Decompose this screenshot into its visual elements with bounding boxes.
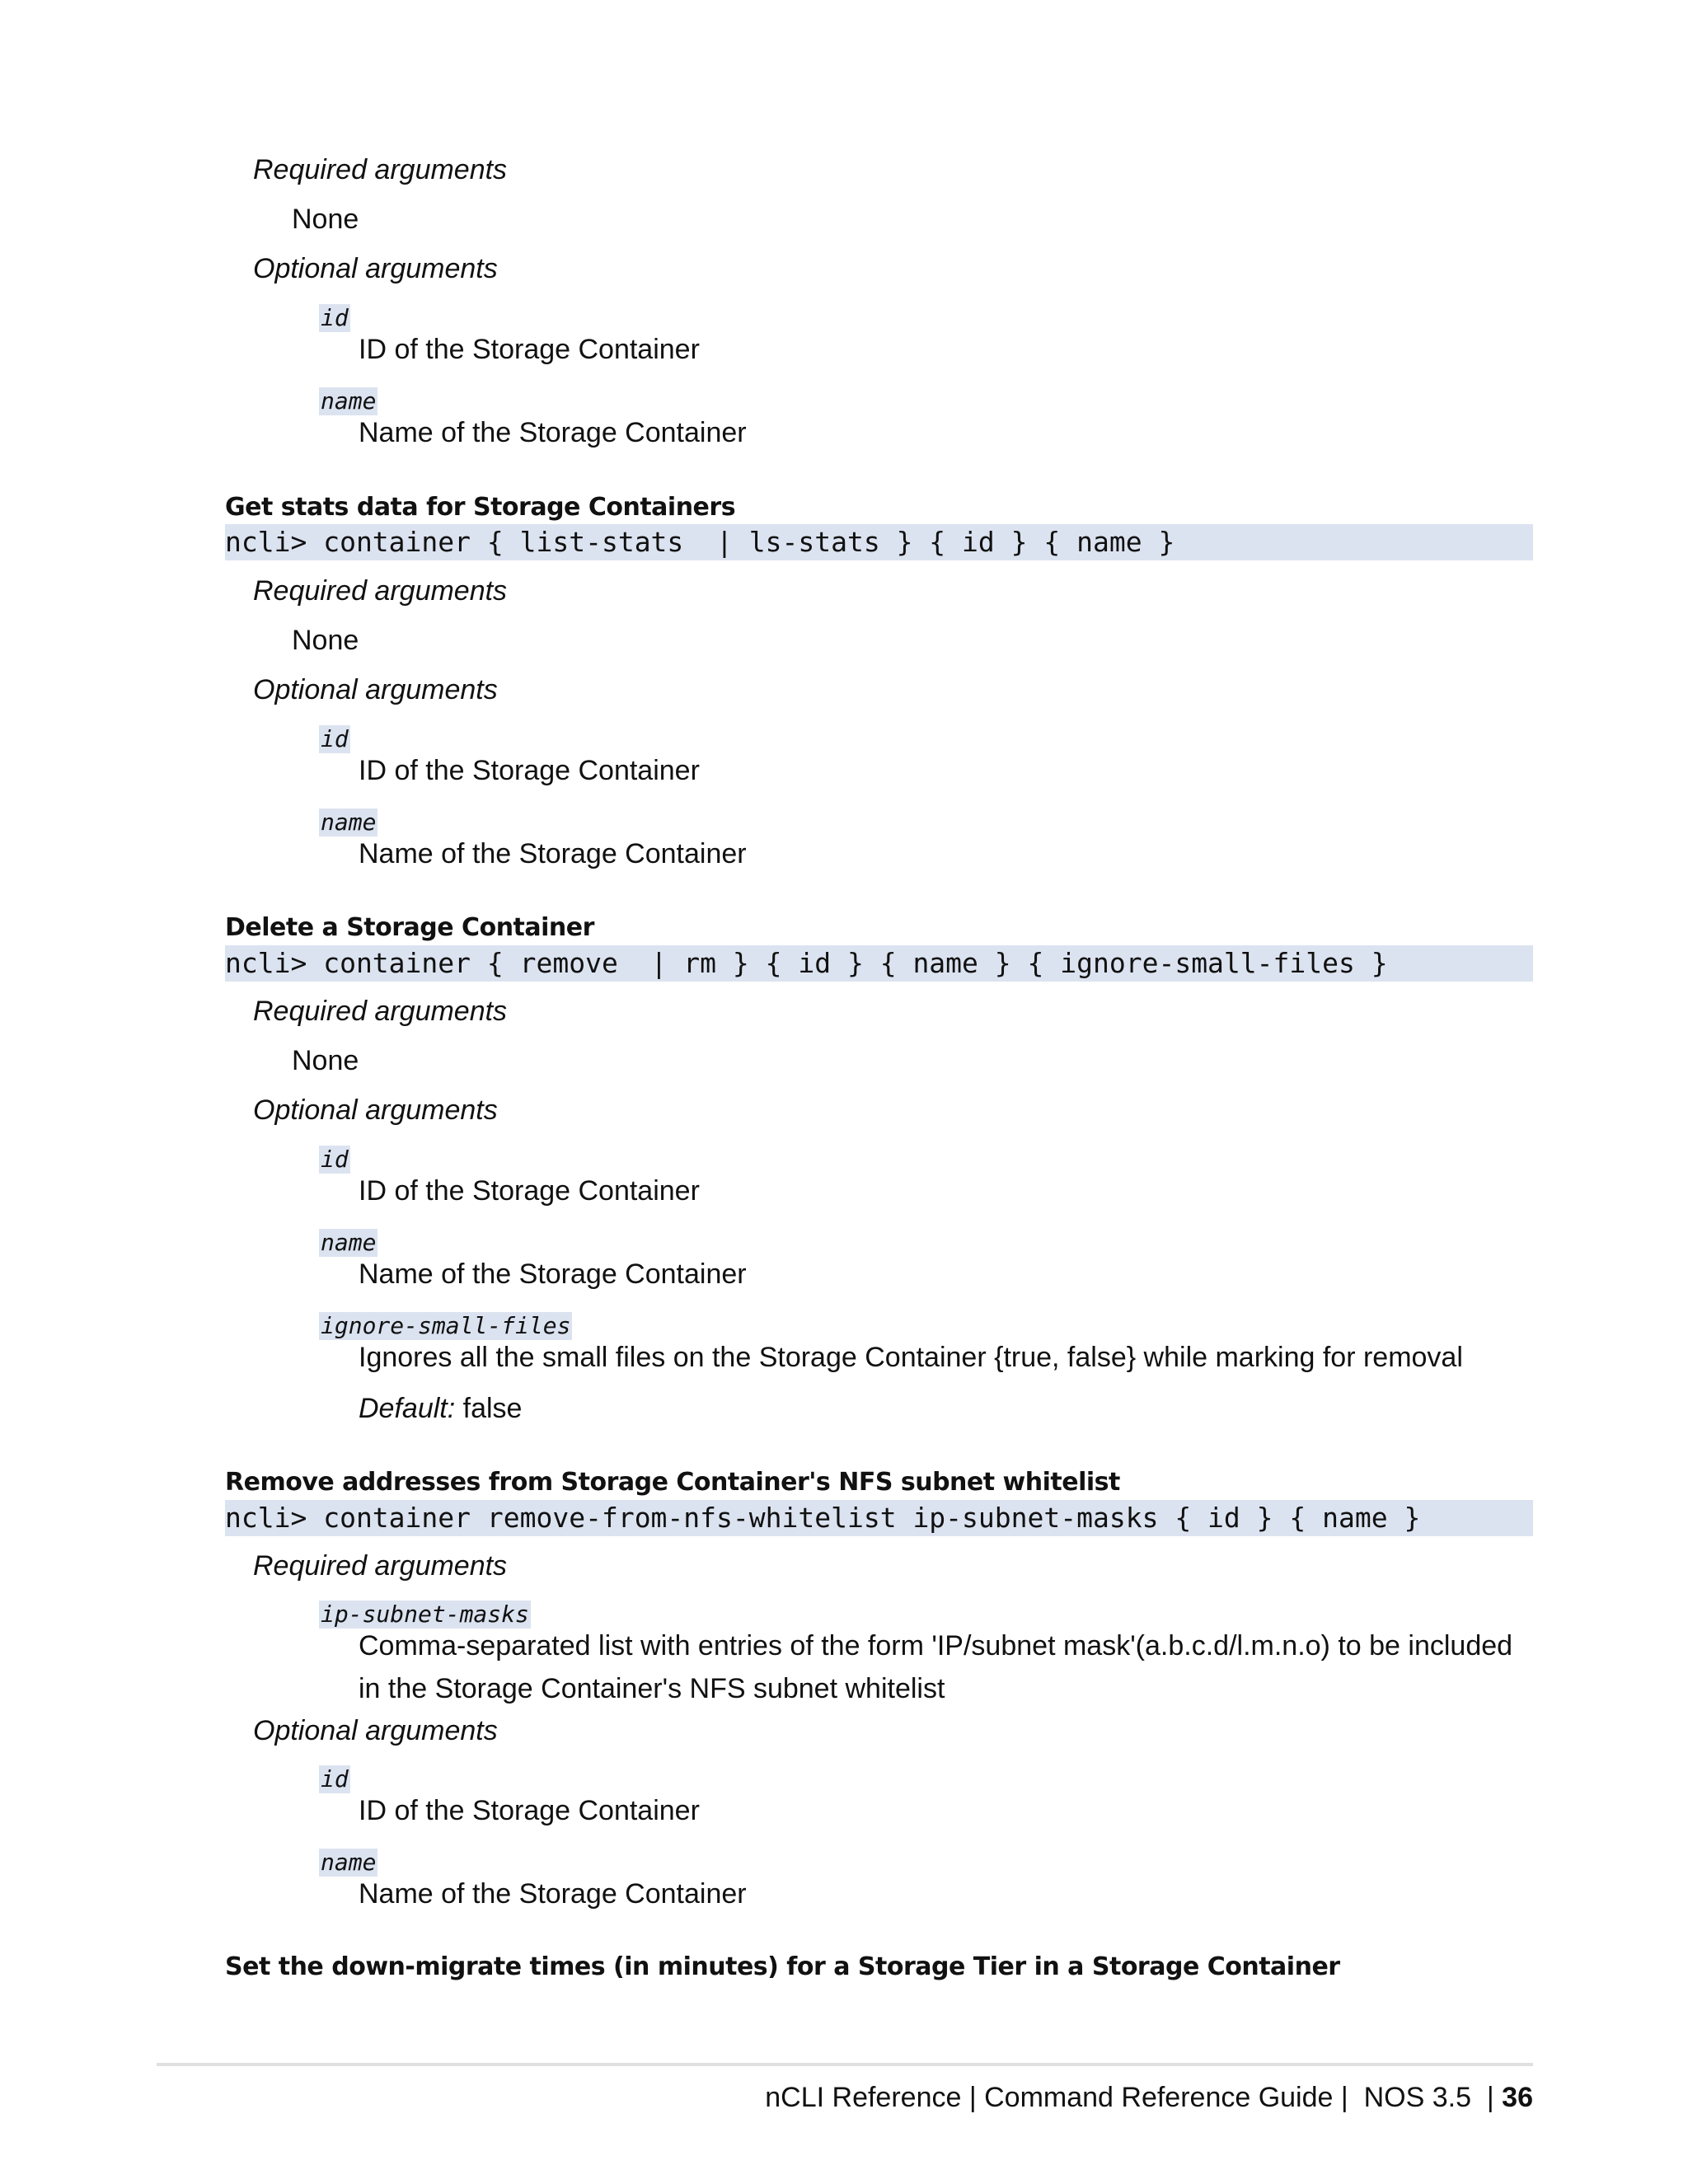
footer-divider bbox=[157, 2063, 1533, 2066]
optional-arguments-label: Optional arguments bbox=[253, 1094, 498, 1126]
required-arguments-label: Required arguments bbox=[253, 1550, 508, 1582]
required-arguments-label: Required arguments bbox=[253, 154, 508, 185]
footer-text: nCLI Reference | Command Reference Guide | NOS 3.5 | bbox=[765, 2082, 1503, 2113]
optional-arguments-label: Optional arguments bbox=[253, 674, 498, 705]
argument-description: ID of the Storage Container bbox=[359, 334, 700, 365]
argument-description: Name of the Storage Container bbox=[359, 838, 747, 869]
required-arguments-value: None bbox=[292, 625, 359, 656]
argument-description: Name of the Storage Container bbox=[359, 1878, 747, 1910]
argument-default bbox=[359, 1392, 522, 1425]
required-arguments-label: Required arguments bbox=[253, 575, 508, 607]
optional-arguments-label: Optional arguments bbox=[253, 253, 498, 284]
command-line: ncli> container { remove | rm } { id } { name } { ignore-small-files } bbox=[225, 945, 1533, 982]
section-title: Remove addresses from Storage Container's NFS subnet whitelist bbox=[225, 1468, 1120, 1497]
argument-description: Comma-separated list with entries of the form 'IP/subnet mask'(a.b.c.d/l.m.n.o) to be included in the Storage Container's NFS subnet whitelist bbox=[359, 1630, 1513, 1704]
argument-description: ID of the Storage Container bbox=[359, 1795, 700, 1826]
argument-name: id bbox=[321, 725, 349, 752]
argument-description: Name of the Storage Container bbox=[359, 417, 747, 448]
section-title: Get stats data for Storage Containers bbox=[225, 493, 736, 522]
argument-description: Name of the Storage Container bbox=[359, 1258, 747, 1290]
argument-name: name bbox=[321, 1849, 377, 1876]
optional-arguments-label: Optional arguments bbox=[253, 1715, 498, 1746]
section-title: Delete a Storage Container bbox=[225, 913, 594, 942]
argument-description: ID of the Storage Container bbox=[359, 1175, 700, 1207]
page-number: 36 bbox=[1502, 2082, 1533, 2113]
default-value: false bbox=[462, 1393, 523, 1424]
argument-name: ignore-small-files bbox=[321, 1312, 571, 1339]
required-arguments-label: Required arguments bbox=[253, 996, 508, 1027]
command-line: ncli> container { list-stats | ls-stats } { id } { name } bbox=[225, 524, 1533, 560]
argument-description: Ignores all the small files on the Storage Container {true, false} while marking for removal bbox=[359, 1342, 1463, 1373]
command-line: ncli> container remove-from-nfs-whitelist ip-subnet-masks { id } { name } bbox=[225, 1500, 1533, 1536]
argument-name: ip-subnet-masks bbox=[321, 1601, 529, 1628]
page-footer bbox=[765, 2081, 1533, 2114]
required-arguments-value: None bbox=[292, 1045, 359, 1076]
argument-name: id bbox=[321, 1146, 349, 1173]
argument-description: ID of the Storage Container bbox=[359, 755, 700, 786]
argument-name: id bbox=[321, 1765, 349, 1793]
argument-name: name bbox=[321, 387, 377, 415]
argument-name: name bbox=[321, 808, 377, 836]
section-title: Set the down-migrate times (in minutes) for a Storage Tier in a Storage Container bbox=[225, 1952, 1340, 1981]
default-label: Default: bbox=[359, 1393, 456, 1424]
argument-name: id bbox=[321, 304, 349, 331]
argument-name: name bbox=[321, 1229, 377, 1256]
required-arguments-value: None bbox=[292, 204, 359, 235]
